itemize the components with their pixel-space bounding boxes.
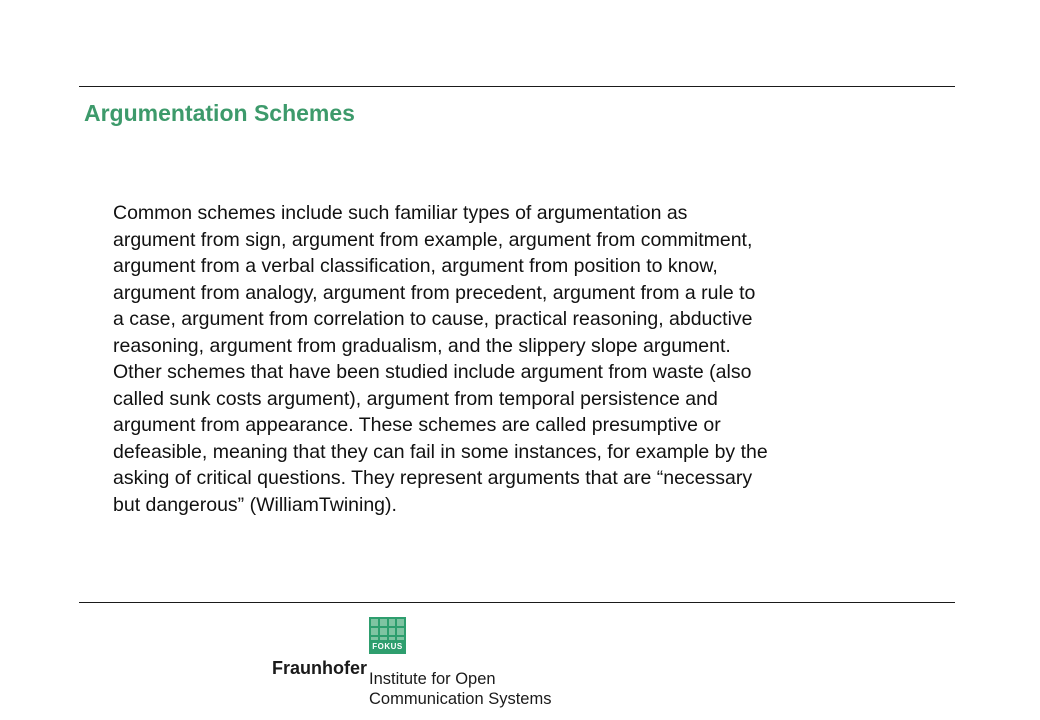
body-line: argument from appearance. These schemes are called presumptive or: [113, 414, 721, 436]
body-line: a case, argument from correlation to cause, practical reasoning, abductive: [113, 308, 753, 330]
body-line: called sunk costs argument), argument from temporal persistence and: [113, 387, 718, 410]
body-paragraph: [113, 200, 933, 518]
body-line: asking of critical questions. They represent arguments that are “necessary: [113, 467, 753, 489]
institute-name: [369, 669, 551, 709]
body-line: reasoning, argument from gradualism, and the slippery slope argument.: [113, 334, 731, 357]
organization-name: Fraunhofer: [272, 658, 368, 678]
body-line: Other schemes that have been studied include argument from waste (also: [113, 361, 752, 383]
body-line: argument from sign, argument from example, argument from commitment,: [113, 228, 753, 251]
bottom-divider: [79, 602, 955, 603]
institute-line: Communication Systems: [369, 690, 552, 708]
body-line: defeasible, meaning that they can fail in some instances, for example by the: [113, 440, 768, 463]
body-line: Common schemes include such familiar types of argumentation as: [113, 202, 688, 224]
institute-line: Institute for Open: [369, 670, 496, 688]
body-line: argument from a verbal classification, argument from position to know,: [113, 255, 718, 277]
slide-title: Argumentation Schemes: [84, 100, 355, 126]
top-divider: [79, 86, 955, 87]
body-line: argument from analogy, argument from precedent, argument from a rule to: [113, 281, 756, 304]
body-line: but dangerous” (WilliamTwining).: [113, 493, 397, 516]
fokus-logo-label: FOKUS: [369, 640, 406, 653]
